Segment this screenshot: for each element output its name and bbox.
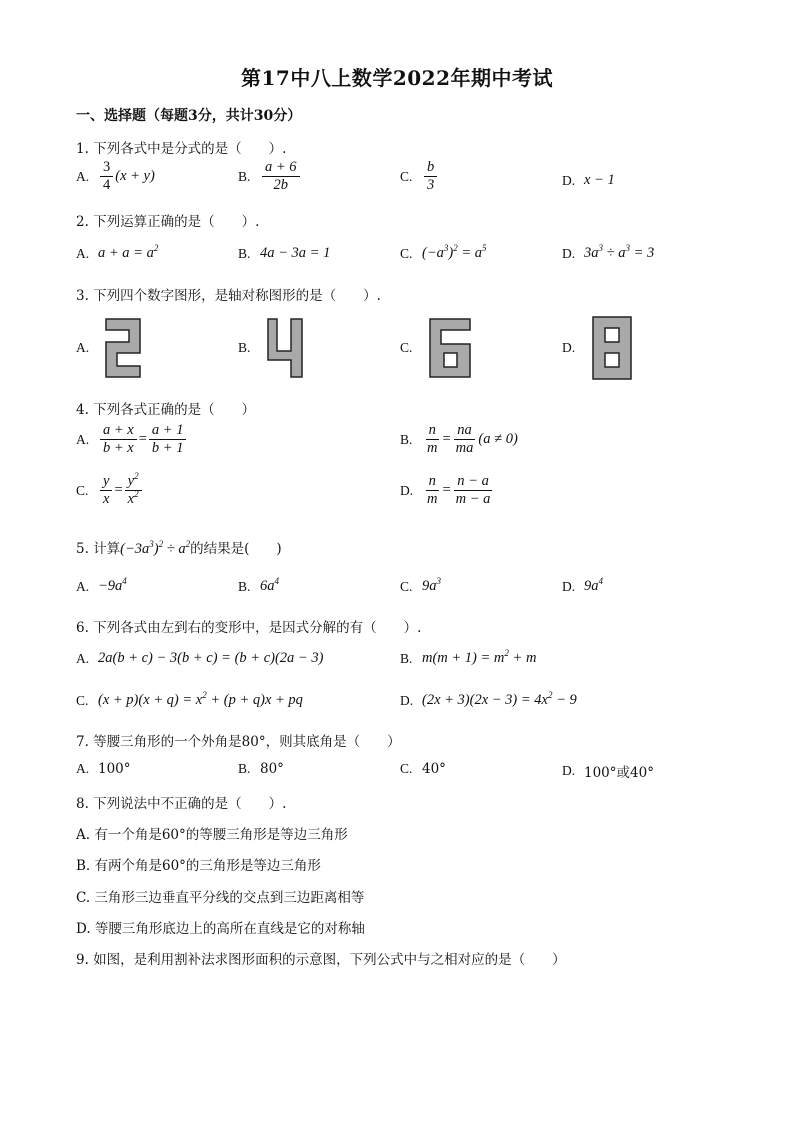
question-7-stem: 7. 等腰三角形的一个外角是80°，则其底角是（ ） [76, 734, 401, 750]
q1-option-c: C. $\frac{b}{3}$ [400, 160, 439, 193]
question-6-stem: 6. 下列各式由左到右的变形中，是因式分解的有（ ）. [76, 620, 422, 636]
q3-option-c-label: C. [400, 340, 413, 355]
digit-four-figure [267, 318, 303, 378]
question-9-stem: 9. 如图，是利用割补法求图形面积的示意图，下列公式中与之相对应的是（ ） [76, 952, 566, 968]
question-8-stem: 8. 下列说法中不正确的是（ ）. [76, 796, 287, 812]
page-title: 第17中八上数学2022年期中考试 [241, 66, 553, 90]
q7-option-d: D. 100°或40° [562, 763, 654, 781]
question-2-stem: 2. 下列运算正确的是（ ）. [76, 214, 260, 230]
digit-six-figure [429, 318, 471, 378]
q5-option-a: A. $-9a^4$ [76, 576, 127, 594]
question-4-stem: 4. 下列各式正确的是（ ） [76, 402, 256, 418]
q1-option-b: B. $\frac{a + 6}{2b}$ [238, 160, 302, 193]
question-5-stem: 5. 计算$(-3a^3)^2 \div a^2$的结果是( ) [76, 539, 282, 557]
q3-option-a-label: A. [76, 340, 90, 355]
q6-option-c: C. $(x + p)(x + q) = x^2 + (p + q)x$ + pq [76, 690, 303, 708]
q4-option-b: B. $\frac{n}{m}$ = $\frac{na}{ma}$ (a ≠ 0) [400, 422, 518, 457]
q6-option-a: A. 2a(b + c) − 3(b + c) = (b + c)(2a − 3) [76, 650, 324, 666]
q2-option-d: D. $3a^3 \div a^3 = 3$ [562, 243, 655, 261]
q1-option-d: D. x − 1 [562, 172, 615, 188]
q4-option-a: A. $\frac{a + x}{b + x}$ = $\frac{a + 1}{b + 1}$ [76, 423, 188, 456]
q8-option-b: B. 有两个角是60°的三角形是等边三角形 [76, 858, 321, 874]
q7-option-b: B. 80° [238, 761, 284, 777]
q7-option-c: C. 40° [400, 761, 446, 777]
q4-option-d: D. $\frac{n}{m}$ = $\frac{n - a}{m - a}$ [400, 473, 491, 508]
section-heading: 一、选择题（每题3分，共计30分） [76, 108, 302, 124]
q7-option-a: A. 100° [76, 761, 131, 777]
q8-option-a: A. 有一个角是60°的等腰三角形是等边三角形 [76, 827, 348, 843]
q2-option-a: A. $a + a = a^2$ [76, 243, 159, 261]
q3-option-b-label: B. [238, 340, 251, 355]
q3-option-d-label: D. [562, 340, 576, 355]
question-1-stem: 1. 下列各式中是分式的是（ ）. [76, 141, 287, 157]
q6-option-d: D. $(2x + 3)(2x - 3) = 4x^2 - 9$ [400, 690, 577, 708]
q5-option-d: D. $9a^4$ [562, 576, 603, 594]
digit-eight-figure [592, 316, 632, 380]
digit-two-figure [105, 318, 141, 378]
q5-option-c: C. $9a^3$ [400, 576, 441, 594]
q2-option-b: B. 4a − 3a = 1 [238, 245, 331, 261]
q4-option-c: C. $\frac{y}{x}$ = $\frac{y^2}{x^2}$ [76, 474, 144, 507]
q5-option-b: B. $6a^4$ [238, 576, 279, 594]
q1-option-a: A. $\frac{3}{4}$ (x + y) [76, 159, 155, 194]
q8-option-d: D. 等腰三角形底边上的高所在直线是它的对称轴 [76, 921, 365, 937]
q8-option-c: C. 三角形三边垂直平分线的交点到三边距离相等 [76, 890, 365, 906]
q6-option-b: B. $m(m + 1) = m^2 + m$ [400, 648, 537, 666]
question-3-stem: 3. 下列四个数字图形，是轴对称图形的是（ ）. [76, 288, 381, 304]
q2-option-c: C. $(-a^3)^2 = a^5$ [400, 243, 487, 261]
